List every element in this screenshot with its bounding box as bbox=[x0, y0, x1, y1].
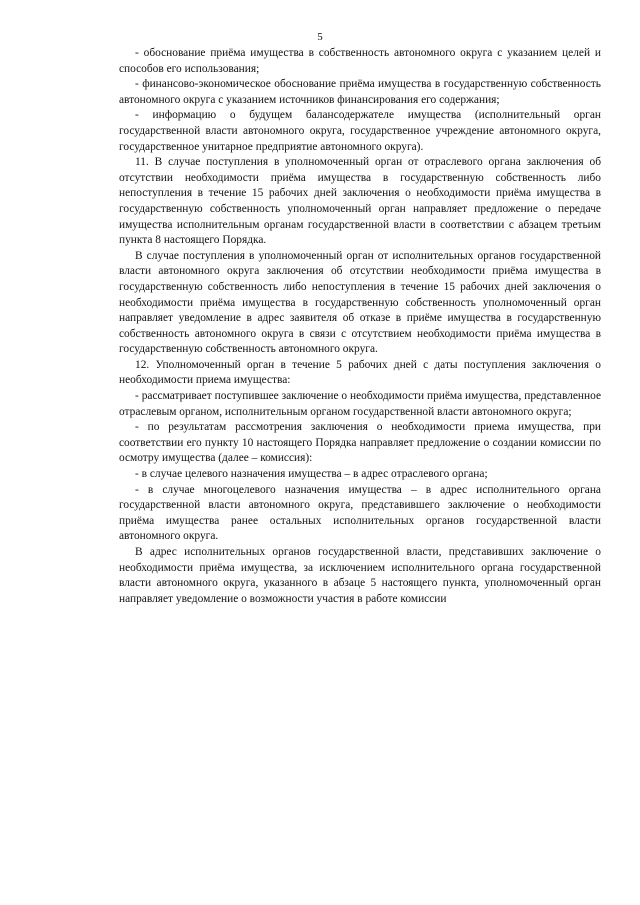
paragraph: - по результатам рассмотрения заключения о необходимости приема имущества, при соответствии его пункту 10 настоящего Порядка направляет предложение о создании комиссии по осмотру имущества (далее – комиссия): bbox=[119, 421, 601, 465]
paragraph: 12. Уполномоченный орган в течение 5 рабочих дней с даты поступления заключения о необходимости приема имущества: bbox=[119, 358, 601, 387]
paragraph: 11. В случае поступления в уполномоченный орган от отраслевого органа заключения об отсутствии необходимости приёма имущества в государственную собственность либо непоступления в течение 15 рабочих дней заключения о необходимости приёма имущества в государственную собственность уполномоченный орган направляет предложение о передаче имущества исполнительным органам государственной власти в соответствии с абзацем третьим пункта 8 настоящего Порядка. bbox=[119, 156, 601, 247]
paragraph: - в случае многоцелевого назначения имущества – в адрес исполнительного органа государственной власти автономного округа, представившего заключение о необходимости приёма имущества ранее остальных исполнительных органов государственной власти автономного округа. bbox=[119, 483, 601, 543]
paragraph: В случае поступления в уполномоченный орган от исполнительных органов государственной власти автономного округа заключения об отсутствии необходимости приёма имущества в государственную собственность либо непоступления в течение 15 рабочих дней заключения о необходимости приёма имущества в государственную собственность уполномоченный орган направляет уведомление в адрес заявителя об отказе в приёме имущества в государственную собственность автономного округа в связи с отсутствием необходимости приёма имущества в государственную собственность автономного округа. bbox=[119, 249, 601, 356]
document-body bbox=[119, 46, 601, 607]
page-number: 5 bbox=[317, 31, 323, 43]
paragraph: - в случае целевого назначения имущества – в адрес отраслевого органа; bbox=[135, 468, 488, 481]
paragraph: - рассматривает поступившее заключение о необходимости приёма имущества, представленное отраслевым органом, исполнительным органом государственной власти автономного округа; bbox=[119, 390, 601, 418]
paragraph: - финансово-экономическое обоснование приёма имущества в государственную собственность автономного округа с указанием источников финансирования его содержания; bbox=[119, 78, 601, 106]
paragraph: - обоснование приёма имущества в собственность автономного округа с указанием целей и способов его использования; bbox=[119, 47, 601, 75]
paragraph: В адрес исполнительных органов государственной власти, представивших заключение о необходимости приёма имущества, за исключением исполнительного органа государственной власти автономного округа, указанного в абзаце 5 настоящего пункта, уполномоченный орган направляет уведомление о возможности участия в работе комиссии bbox=[119, 546, 601, 605]
paragraph: - информацию о будущем балансодержателе имущества (исполнительный орган государственной власти автономного округа, государственное учреждение автономного округа, государственное унитарное предприятие автономного округа). bbox=[119, 109, 601, 153]
